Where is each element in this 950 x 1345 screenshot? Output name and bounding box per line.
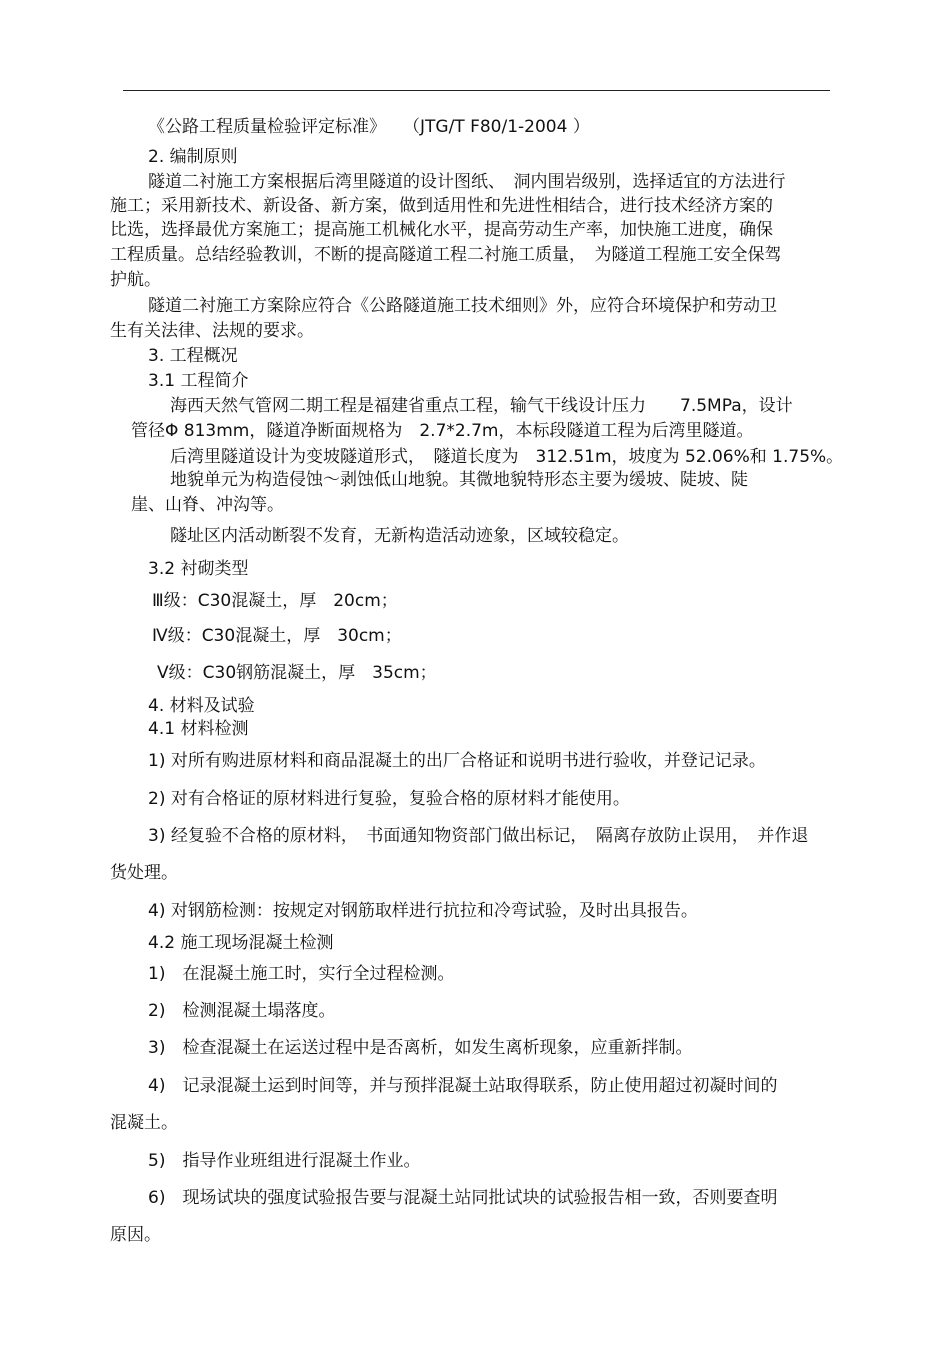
lining-grade-4: Ⅳ级：C30混凝土，厚 30cm； (152, 626, 402, 646)
text-line: 地貌单元为构造侵蚀～剥蚀低山地貌。其微地貌特形态主要为缓坡、陡坡、陡 (170, 470, 748, 490)
subsection-heading: 3.1 工程简介 (148, 371, 249, 391)
text-line: 《公路工程质量检验评定标准》 （JTG/T F80/1-2004 ） (148, 117, 590, 137)
text-line: 工程质量。总结经验教训，不断的提高隧道工程二衬施工质量， 为隧道工程施工安全保驾 (110, 245, 782, 265)
text-line: 海西天然气管网二期工程是福建省重点工程，输气干线设计压力 7.5MPa，设计 (170, 396, 793, 416)
lining-grade-5: Ⅴ级：C30钢筋混凝土，厚 35cm； (157, 663, 437, 683)
list-item: 3) 经复验不合格的原材料， 书面通知物资部门做出标记， 隔离存放防止误用， 并作退 (148, 826, 809, 846)
list-item: 1) 对所有购进原材料和商品混凝土的出厂合格证和说明书进行验收，并登记记录。 (148, 751, 766, 771)
text-line: 比选，选择最优方案施工；提高施工机械化水平，提高劳动生产率，加快施工进度，确保 (110, 220, 773, 240)
text-line: 隧址区内活动断裂不发育，无新构造活动迹象，区域较稳定。 (170, 526, 629, 546)
subsection-heading: 4.2 施工现场混凝土检测 (148, 933, 334, 953)
subsection-heading: 3.2 衬砌类型 (148, 559, 249, 579)
text-line: 货处理。 (110, 863, 178, 883)
list-item: 1) 在混凝土施工时，实行全过程检测。 (148, 964, 455, 984)
section-heading: 3. 工程概况 (148, 346, 238, 366)
list-item: 6) 现场试块的强度试验报告要与混凝土站同批试块的试验报告相一致，否则要查明 (148, 1188, 778, 1208)
text-line: 后湾里隧道设计为变坡隧道形式， 隧道长度为 312.51m，坡度为 52.06%和 1.75%。 (170, 447, 844, 467)
list-item: 4) 记录混凝土运到时间等，并与预拌混凝土站取得联系，防止使用超过初凝时间的 (148, 1076, 778, 1096)
subsection-heading: 4.1 材料检测 (148, 719, 249, 739)
text-line: 混凝土。 (110, 1113, 178, 1133)
text-line: 隧道二衬施工方案根据后湾里隧道的设计图纸、 洞内围岩级别，选择适宜的方法进行 (148, 172, 786, 192)
list-item: 2) 对有合格证的原材料进行复验，复验合格的原材料才能使用。 (148, 789, 630, 809)
section-heading: 2. 编制原则 (148, 147, 238, 167)
text-line: 原因。 (110, 1225, 161, 1245)
lining-grade-3: Ⅲ级：C30混凝土，厚 20cm； (152, 591, 398, 611)
list-item: 3) 检查混凝土在运送过程中是否离析，如发生离析现象，应重新拌制。 (148, 1038, 693, 1058)
text-line: 施工；采用新技术、新设备、新方案，做到适用性和先进性相结合，进行技术经济方案的 (110, 196, 773, 216)
section-heading: 4. 材料及试验 (148, 696, 255, 716)
list-item: 4) 对钢筋检测：按规定对钢筋取样进行抗拉和冷弯试验，及时出具报告。 (148, 901, 698, 921)
text-line: 生有关法律、法规的要求。 (110, 321, 314, 341)
list-item: 2) 检测混凝土塌落度。 (148, 1001, 336, 1021)
text-line: 管径Φ 813mm，隧道净断面规格为 2.7*2.7m，本标段隧道工程为后湾里隧道。 (131, 421, 754, 441)
text-line: 护航。 (110, 270, 161, 290)
text-line: 隧道二衬施工方案除应符合《公路隧道施工技术细则》外，应符合环境保护和劳动卫 (148, 296, 777, 316)
text-line: 崖、山脊、冲沟等。 (131, 495, 284, 515)
list-item: 5) 指导作业班组进行混凝土作业。 (148, 1151, 421, 1171)
